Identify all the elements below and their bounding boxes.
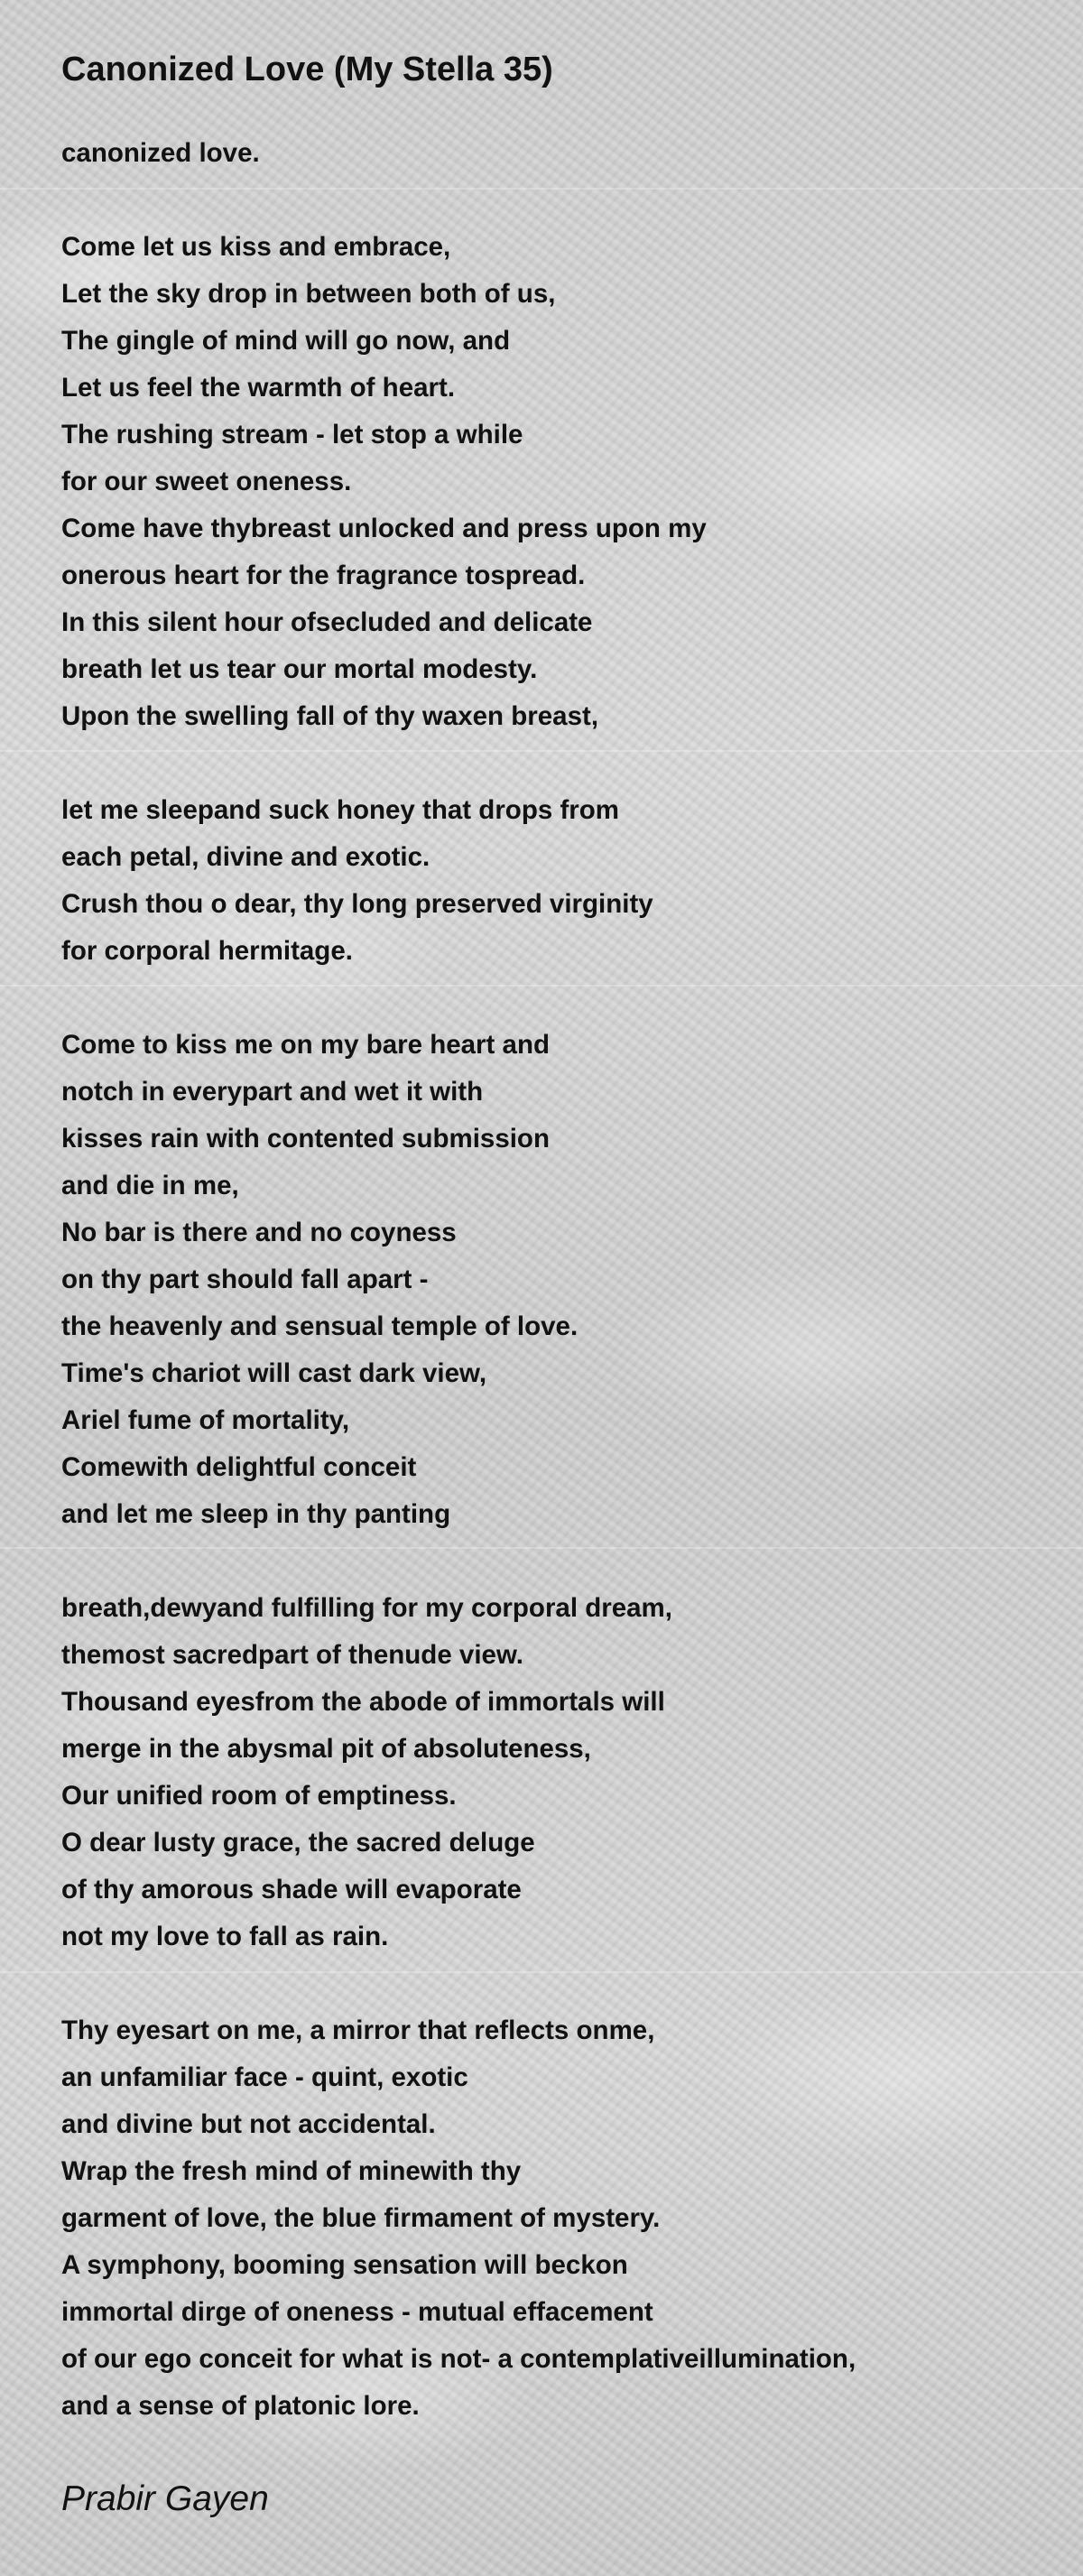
poem-line: of our ego conceit for what is not- a contemplativeillumination, [61, 2344, 856, 2374]
poem-stanza [61, 1022, 1045, 1538]
poem-line: and let me sleep in thy panting [61, 1499, 451, 1529]
poem-stanza [61, 2007, 1045, 2430]
poem-stanza [61, 224, 1045, 740]
poem-line: The gingle of mind will go now, and [61, 326, 511, 356]
poem-line: Time's chariot will cast dark view, [61, 1358, 487, 1388]
poem-line: themost sacredpart of thenude view. [61, 1640, 523, 1670]
poem-line: for our sweet oneness. [61, 467, 352, 496]
poem-line: Come have thybreast unlocked and press upon my [61, 514, 707, 543]
poem-line: Come to kiss me on my bare heart and [61, 1030, 550, 1060]
poem-stanza [61, 787, 1045, 975]
poem-line: Comewith delightful conceit [61, 1452, 417, 1482]
poem-line: Come let us kiss and embrace, [61, 232, 451, 262]
poem-line: canonized love. [61, 138, 260, 168]
poem-line: Wrap the fresh mind of minewith thy [61, 2156, 522, 2186]
poem-line: Thousand eyesfrom the abode of immortals will [61, 1687, 665, 1717]
poem-line: each petal, divine and exotic. [61, 842, 430, 872]
poem-line: kisses rain with contented submission [61, 1124, 550, 1154]
poem-line: Let us feel the warmth of heart. [61, 373, 456, 403]
poem-line: The rushing stream - let stop a while [61, 420, 523, 449]
poem-line: In this silent hour ofsecluded and delicate [61, 607, 593, 637]
poem-body [61, 130, 1045, 2430]
poem-line: onerous heart for the fragrance tospread. [61, 561, 586, 590]
poem-line: and die in me, [61, 1171, 239, 1200]
poem-line: and a sense of platonic lore. [61, 2391, 420, 2421]
poem-line: let me sleepand suck honey that drops from [61, 795, 620, 825]
poem-line: not my love to fall as rain. [61, 1922, 389, 1951]
poem-line: Our unified room of emptiness. [61, 1781, 457, 1811]
poem-line: breath let us tear our mortal modesty. [61, 654, 538, 684]
poem-line: Crush thou o dear, thy long preserved virginity [61, 889, 653, 919]
poem-line: breath,dewyand fulfilling for my corporal dream, [61, 1593, 672, 1623]
poem-stanza [61, 130, 1045, 177]
poem-line: for corporal hermitage. [61, 936, 353, 966]
poem-line: merge in the abysmal pit of absoluteness, [61, 1734, 591, 1764]
poem-line: Thy eyesart on me, a mirror that reflects onme, [61, 2015, 655, 2045]
poem-line: the heavenly and sensual temple of love. [61, 1311, 579, 1341]
poem-line: immortal dirge of oneness - mutual effacement [61, 2297, 653, 2327]
poem-stanza [61, 1585, 1045, 1960]
poem-line: Upon the swelling fall of thy waxen breast, [61, 701, 599, 731]
poem-container [61, 47, 1045, 2522]
poem-line: No bar is there and no coyness [61, 1218, 457, 1247]
poem-line: garment of love, the blue firmament of mystery. [61, 2203, 661, 2233]
poem-line: on thy part should fall apart - [61, 1265, 429, 1294]
poem-line: A symphony, booming sensation will beckon [61, 2250, 628, 2280]
poem-line: notch in everypart and wet it with [61, 1077, 484, 1107]
poem-line: Let the sky drop in between both of us, [61, 279, 556, 309]
poem-line: Ariel fume of mortality, [61, 1405, 350, 1435]
poem-line: and divine but not accidental. [61, 2109, 436, 2139]
poem-title: Canonized Love (My Stella 35) [61, 51, 553, 88]
poem-line: an unfamiliar face - quint, exotic [61, 2062, 468, 2092]
poem-line: of thy amorous shade will evaporate [61, 1875, 522, 1904]
poem-line: O dear lusty grace, the sacred deluge [61, 1828, 535, 1858]
poem-author: Prabir Gayen [61, 2479, 269, 2518]
